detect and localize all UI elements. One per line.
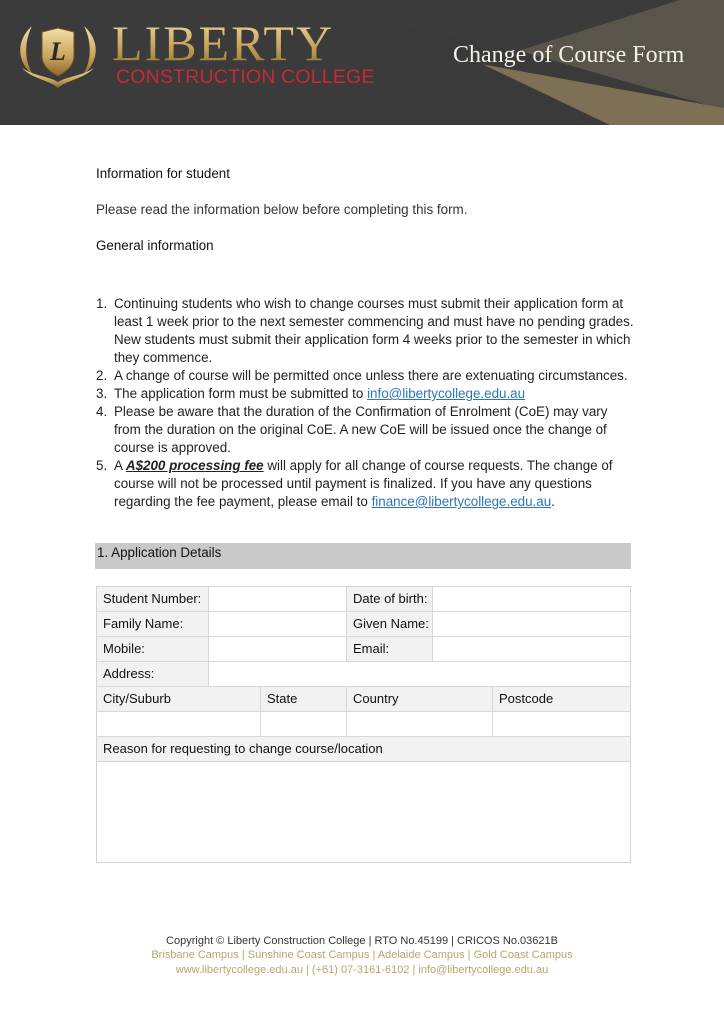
general-info-list <box>96 295 636 511</box>
footer-contact: www.libertycollege.edu.au | (+61) 07-3161-6102 | info@libertycollege.edu.au <box>175 964 549 976</box>
list-item: 4. Please be aware that the duration of the Confirmation of Enrolment (CoE) may vary from the duration on the original CoE. A new CoE will be issued once the change of course is approved. <box>96 404 608 455</box>
family-name-label: Family Name: <box>97 612 209 636</box>
dob-field[interactable] <box>433 587 630 611</box>
given-name-field[interactable] <box>433 612 630 636</box>
table-row <box>97 587 630 612</box>
table-row <box>97 687 630 712</box>
list-item: 2. A change of course will be permitted once unless there are extenuating circumstances. <box>96 368 628 383</box>
email-label: Email: <box>347 637 433 661</box>
section-header-application-details: 1. Application Details <box>95 543 631 569</box>
state-field[interactable] <box>261 712 347 736</box>
student-number-field[interactable] <box>209 587 347 611</box>
address-field[interactable] <box>209 662 630 686</box>
footer-copyright: Copyright © Liberty Construction College | RTO No.45199 | CRICOS No.03621B <box>166 935 558 947</box>
info-email-link[interactable]: info@libertycollege.edu.au <box>367 386 526 401</box>
instruction-text: Please read the information below before completing this form. <box>96 202 468 217</box>
brand-name: LIBERTY <box>112 15 335 71</box>
city-label: City/Suburb <box>97 687 261 711</box>
finance-email-link[interactable]: finance@libertycollege.edu.au <box>371 494 552 509</box>
address-label: Address: <box>97 662 209 686</box>
college-crest-logo-icon <box>12 18 104 90</box>
form-title: Change of Course Form <box>453 42 685 68</box>
list-item: 3. The application form must be submitted to info@libertycollege.edu.au <box>96 386 526 401</box>
general-info-heading: General information <box>96 238 214 253</box>
dob-label: Date of birth: <box>347 587 433 611</box>
table-row <box>97 637 630 662</box>
postcode-field[interactable] <box>493 712 630 736</box>
processing-fee: A$200 processing fee <box>125 458 264 473</box>
application-details-table <box>96 586 631 863</box>
footer-campuses: Brisbane Campus | Sunshine Coast Campus | Adelaide Campus | Gold Coast Campus <box>151 949 573 961</box>
reason-textarea[interactable] <box>97 762 630 862</box>
list-item: 5. A A$200 processing fee will apply for all change of course requests. The change of course will not be processed until payment is finalized. If you have any questions regarding the fee payment, please email to finance@libertycollege.edu.au. <box>96 458 613 509</box>
table-row <box>97 662 630 687</box>
reason-label: Reason for requesting to change course/location <box>97 737 630 761</box>
country-field[interactable] <box>347 712 493 736</box>
email-field[interactable] <box>433 637 630 661</box>
info-heading: Information for student <box>96 166 230 181</box>
svg-text:L: L <box>50 37 66 66</box>
list-item: 1. Continuing students who wish to change courses must submit their application form at least 1 week prior to the next semester commencing and must have no pending grades. New students must submit their application form 4 weeks prior to the semester in which they commence. <box>96 296 634 365</box>
country-label: Country <box>347 687 493 711</box>
brand-subtitle: CONSTRUCTION COLLEGE <box>116 66 375 88</box>
student-number-label: Student Number: <box>97 587 209 611</box>
table-row <box>97 712 630 737</box>
city-field[interactable] <box>97 712 261 736</box>
postcode-label: Postcode <box>493 687 630 711</box>
mobile-field[interactable] <box>209 637 347 661</box>
header-banner <box>0 0 724 125</box>
given-name-label: Given Name: <box>347 612 433 636</box>
family-name-field[interactable] <box>209 612 347 636</box>
table-row <box>97 737 630 762</box>
table-row <box>97 612 630 637</box>
mobile-label: Mobile: <box>97 637 209 661</box>
state-label: State <box>261 687 347 711</box>
